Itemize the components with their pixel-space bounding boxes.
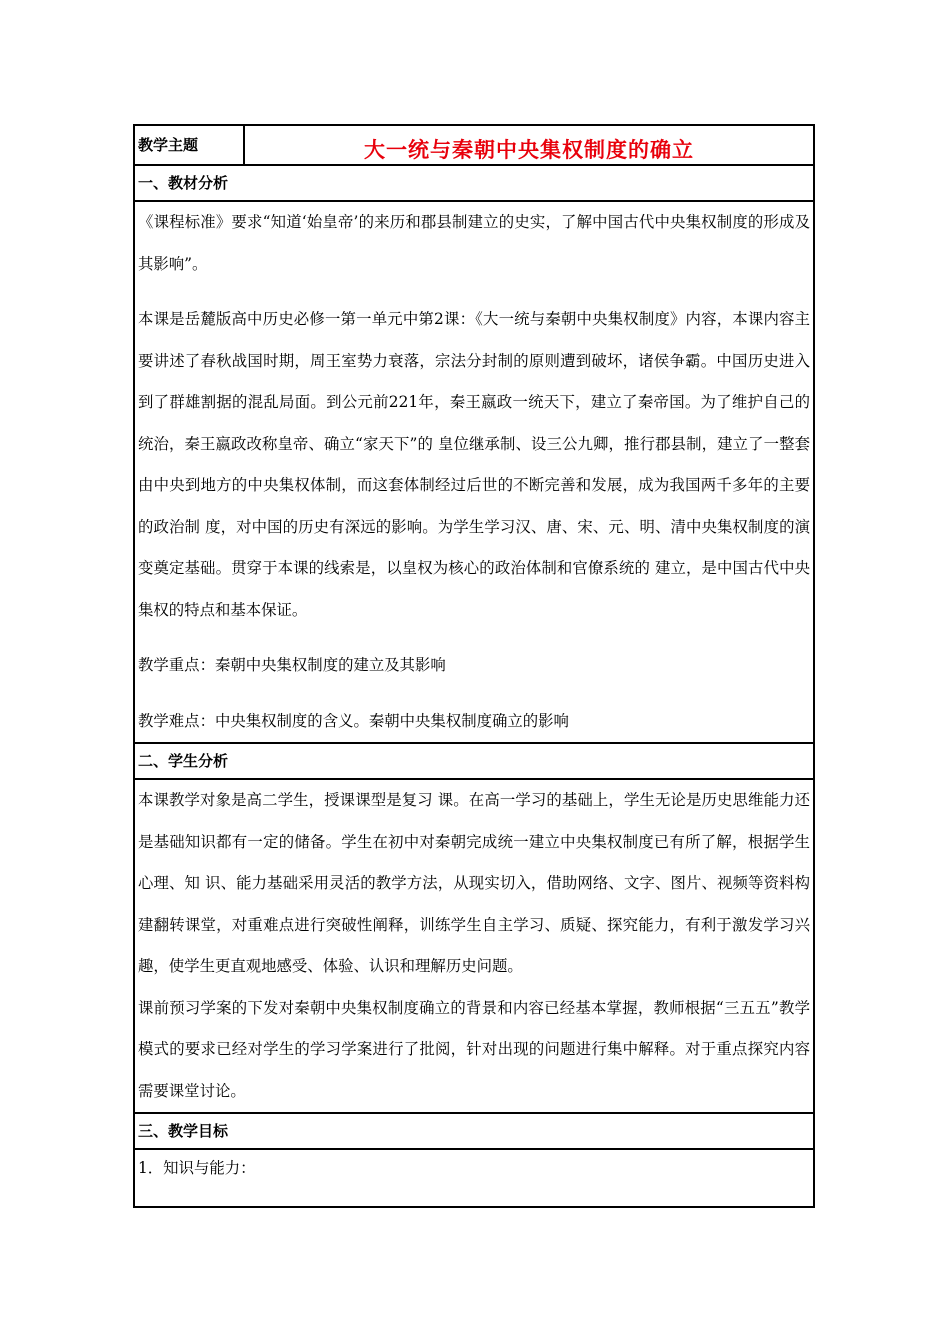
student-analysis-text: 本课教学对象是高二学生，授课课型是复习 课。在高一学习的基础上，学生无论是历史思维能力还是基础知识都有一定的储备。学生在初中对秦朝完成统一建立中央集权制度已有所了解，根据学生心理、知 识、能力基础采用灵活的教学方法，从现实切入，借助网络、文字、图片、视频等资料构建翻转课堂，对重难点进行突破性阐释，训练学生自主学习、质疑、探究能力，有利于激发学习兴趣，使学生更直观地感受、体验、认识和理解历史问题。 <box>138 791 810 975</box>
section-3-body <box>134 1149 814 1207</box>
preview-text: 课前预习学案的下发对秦朝中央集权制度确立的背景和内容已经基本掌握，教师根据“三五五”教学模式的要求已经对学生的学习学案进行了批阅，针对出现的问题进行集中解释。对于重点探究内容需要课堂讨论。 <box>138 998 810 1100</box>
lesson-title: 大一统与秦朝中央集权制度的确立 <box>244 125 814 165</box>
lesson-plan-table <box>133 124 815 1208</box>
section-heading-row <box>134 1113 814 1149</box>
header-row <box>134 125 814 165</box>
section-2-body <box>134 779 814 1113</box>
section-1-body <box>134 201 814 743</box>
topic-label: 教学主题 <box>134 125 244 165</box>
curriculum-standard-text: 《课程标准》要求“知道‘始皇帝’的来历和郡县制建立的史实，了解中国古代中央集权制度的形成及其影响”。 <box>138 213 810 273</box>
lesson-overview-text: 本课是岳麓版高中历史必修一第一单元中第2课：《大一统与秦朝中央集权制度》内容，本课内容主要讲述了春秋战国时期，周王室势力衰落，宗法分封制的原则遭到破坏，诸侯争霸。中国历史进入到了群雄割据的混乱局面。到公元前221年，秦王嬴政一统天下，建立了秦帝国。为了维护自己的统治，秦王嬴政改称皇帝、确立“家天下”的 皇位继承制、设三公九卿，推行郡县制，建立了一整套由中央到地方的中央集权体制，而这套体制经过后世的不断完善和发展，成为我国两千多年的主要的政治制 度，对中国的历史有深远的影响。为学生学习汉、唐、宋、元、明、清中央集权制度的演变奠定基础。贯穿于本课的线索是，以皇权为核心的政治体制和官僚系统的 建立，是中国古代中央集权的特点和基本保证。 <box>138 310 810 619</box>
section-body-row <box>134 779 814 1113</box>
section-body-row <box>134 201 814 743</box>
knowledge-ability-text: 1．知识与能力： <box>138 1159 256 1177</box>
section-heading-row <box>134 165 814 201</box>
section-2-heading: 二、学生分析 <box>134 743 814 779</box>
difficulty-text: 教学难点：中央集权制度的含义。秦朝中央集权制度确立的影响 <box>138 711 569 730</box>
document-page <box>133 124 815 1208</box>
section-3-heading: 三、教学目标 <box>134 1113 814 1149</box>
key-point-text: 教学重点：秦朝中央集权制度的建立及其影响 <box>138 656 446 674</box>
section-body-row <box>134 1149 814 1207</box>
section-1-heading: 一、教材分析 <box>134 165 814 201</box>
section-heading-row <box>134 743 814 779</box>
